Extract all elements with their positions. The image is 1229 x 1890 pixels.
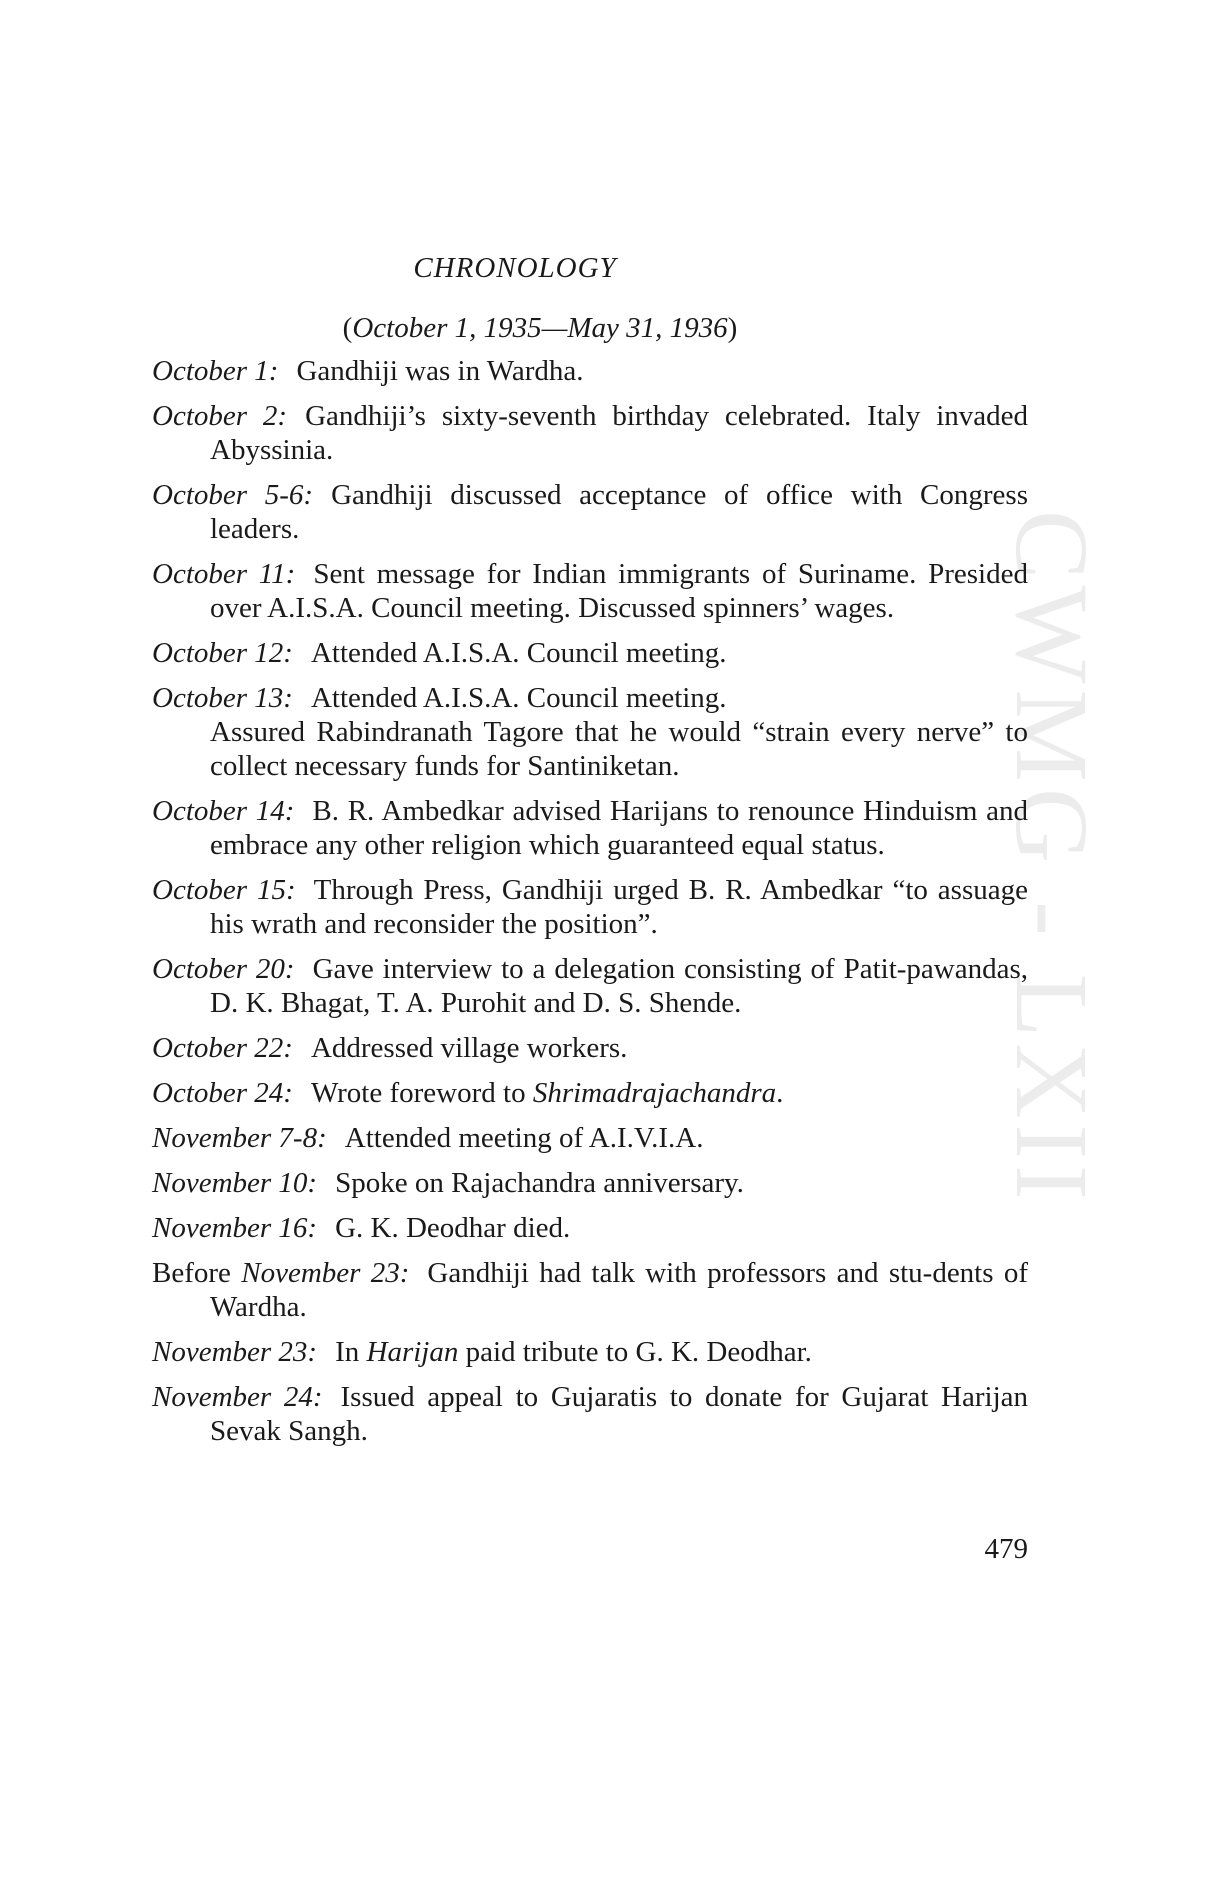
entry-text: Attended meeting of A.I.V.I.A. [344,1122,704,1154]
chronology-entry [152,557,1028,625]
chronology-entry [152,1211,1028,1245]
chronology-entry: November 23: In Harijan paid tribute to G. K. Deodhar. [152,1336,812,1368]
entry-text: Spoke on Rajachandra anniversary. [335,1167,744,1199]
chronology-entry [152,873,1028,941]
entry-date-prefix: Before [152,1257,242,1289]
chronology-entry [152,1380,1028,1448]
entry-date: October 15: [152,874,296,906]
chronology-entry [152,794,1028,862]
entry-date: November 10: [152,1167,318,1199]
chronology-entry [152,681,1028,783]
entry-text: Gave interview to a delegation consisting of Patit-pawandas, D. K. Bhagat, T. A. Purohit and D. S. Shende. [210,953,1029,1019]
entry-date: October 5-6: [152,479,314,511]
date-range-subtitle: (October 1, 1935—May 31, 1936) [342,312,738,344]
page-number: 479 [984,1533,1028,1565]
entry-date: November 23: [241,1257,410,1289]
entry-text: Through Press, Gandhiji urged B. R. Ambedkar “to assuage his wrath and reconsider the position”. [210,874,1028,940]
entry-date: October 14: [152,795,295,827]
entry-date: October 20: [152,953,295,985]
entry-text: Gandhiji discussed acceptance of office with Congress leaders. [210,479,1028,545]
entry-date: October 13: [152,682,293,714]
chronology-entry [152,1256,1028,1324]
entry-date: October 22: [152,1032,293,1064]
entry-text: In [335,1336,367,1368]
entry-date: November 23: [152,1336,318,1368]
chronology-entry [152,636,1028,670]
publication-title: Harijan [366,1336,459,1368]
chronology-entry [152,478,1028,546]
chronology-entry [152,1121,1028,1155]
entry-text: Attended A.I.S.A. Council meeting. [310,637,727,669]
entry-date: October 12: [152,637,293,669]
watermark: CWMG - LXII [994,510,1109,1206]
entry-date: November 7-8: [152,1122,327,1154]
chronology-entry [152,1166,1028,1200]
entry-text-continued: Assured Rabindranath Tagore that he would “strain every nerve” to collect necessary funds for Santiniketan. [210,716,1028,782]
entry-text: Gandhiji’s sixty-seventh birthday celebrated. Italy invaded Abyssinia. [210,400,1029,466]
chronology-entry [152,399,1028,467]
chronology-entry: October 24: Wrote foreword to Shrimadrajachandra. [152,1077,784,1109]
entry-date: October 1: [152,355,279,387]
chronology-entry [152,1031,1028,1065]
entry-text: Addressed village workers. [310,1032,628,1064]
entry-date: October 24: [152,1077,293,1109]
entry-date: October 2: [152,400,288,432]
chronology-entry [152,952,1028,1020]
entry-text: Gandhiji was in Wardha. [296,355,584,387]
entry-text: Issued appeal to Gujaratis to donate for Gujarat Harijan Sevak Sangh. [210,1381,1029,1447]
entry-text: Gandhiji had talk with professors and stu-dents of Wardha. [210,1257,1029,1323]
page-title: CHRONOLOGY [413,252,617,284]
entry-text: B. R. Ambedkar advised Harijans to renounce Hinduism and embrace any other religion which guaranteed equal status. [210,795,1029,861]
chronology-entry [152,354,1028,388]
book-title: Shrimadrajachandra [532,1077,777,1109]
chronology-list [152,354,1028,1459]
entry-date: October 11: [152,558,296,590]
entry-text: Wrote foreword to [310,1077,533,1109]
entry-date: November 16: [152,1212,318,1244]
entry-date: November 24: [152,1381,323,1413]
date-range: October 1, 1935—May 31, 1936 [352,312,728,344]
entry-text: Sent message for Indian immigrants of Suriname. Presided over A.I.S.A. Council meeting. Discussed spinners’ wages. [210,558,1028,624]
entry-text: G. K. Deodhar died. [335,1212,571,1244]
entry-text: Attended A.I.S.A. Council meeting. [310,682,727,714]
